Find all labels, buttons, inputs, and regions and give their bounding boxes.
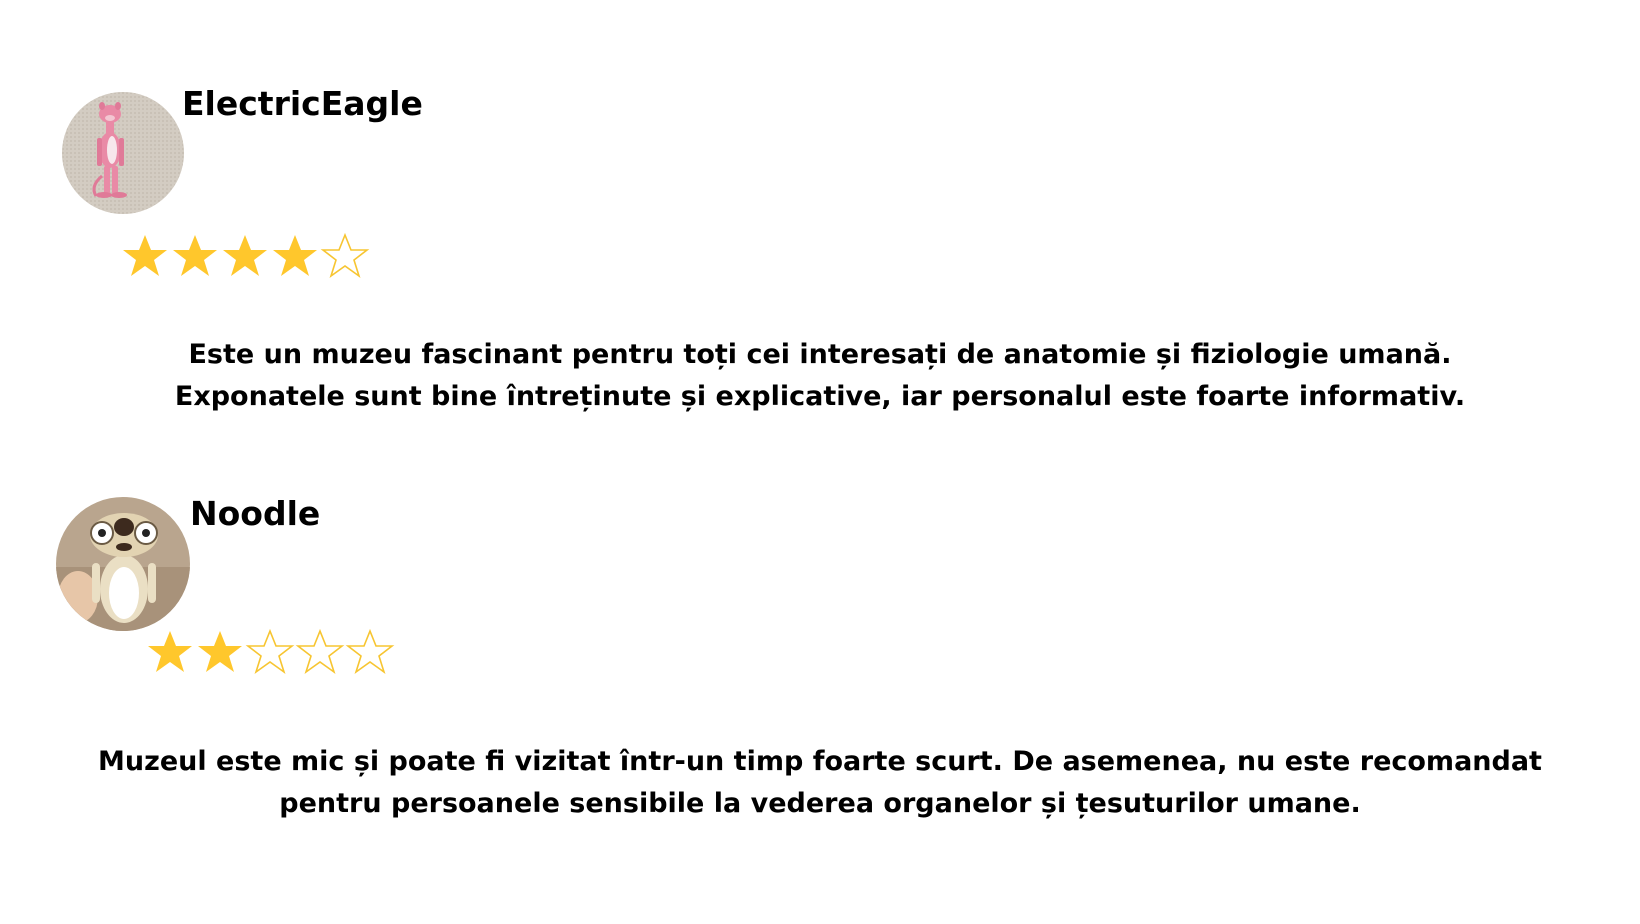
sloth-icon bbox=[56, 497, 190, 631]
review-text bbox=[0, 741, 1640, 825]
review-text-line: Exponatele sunt bine întreținute și explicative, iar personalul este foarte informativ. bbox=[174, 381, 1466, 412]
review-text-line: Este un muzeu fascinant pentru toți cei interesați de anatomie și fiziologie umană. bbox=[188, 339, 1452, 370]
review-text-line: Muzeul este mic și poate fi vizitat într-un timp foarte scurt. De asemenea, nu este recomandat bbox=[98, 746, 1542, 777]
star-outline-icon bbox=[295, 628, 345, 676]
star-rating bbox=[145, 628, 395, 676]
username: ElectricEagle bbox=[182, 84, 423, 123]
star-filled-icon bbox=[195, 628, 245, 676]
star-filled-icon bbox=[145, 628, 195, 676]
username: Noodle bbox=[190, 494, 321, 533]
star-outline-icon bbox=[345, 628, 395, 676]
review-text-line: pentru persoanele sensibile la vederea organelor și țesuturilor umane. bbox=[279, 788, 1361, 819]
avatar bbox=[56, 497, 190, 631]
star-outline-icon bbox=[245, 628, 295, 676]
